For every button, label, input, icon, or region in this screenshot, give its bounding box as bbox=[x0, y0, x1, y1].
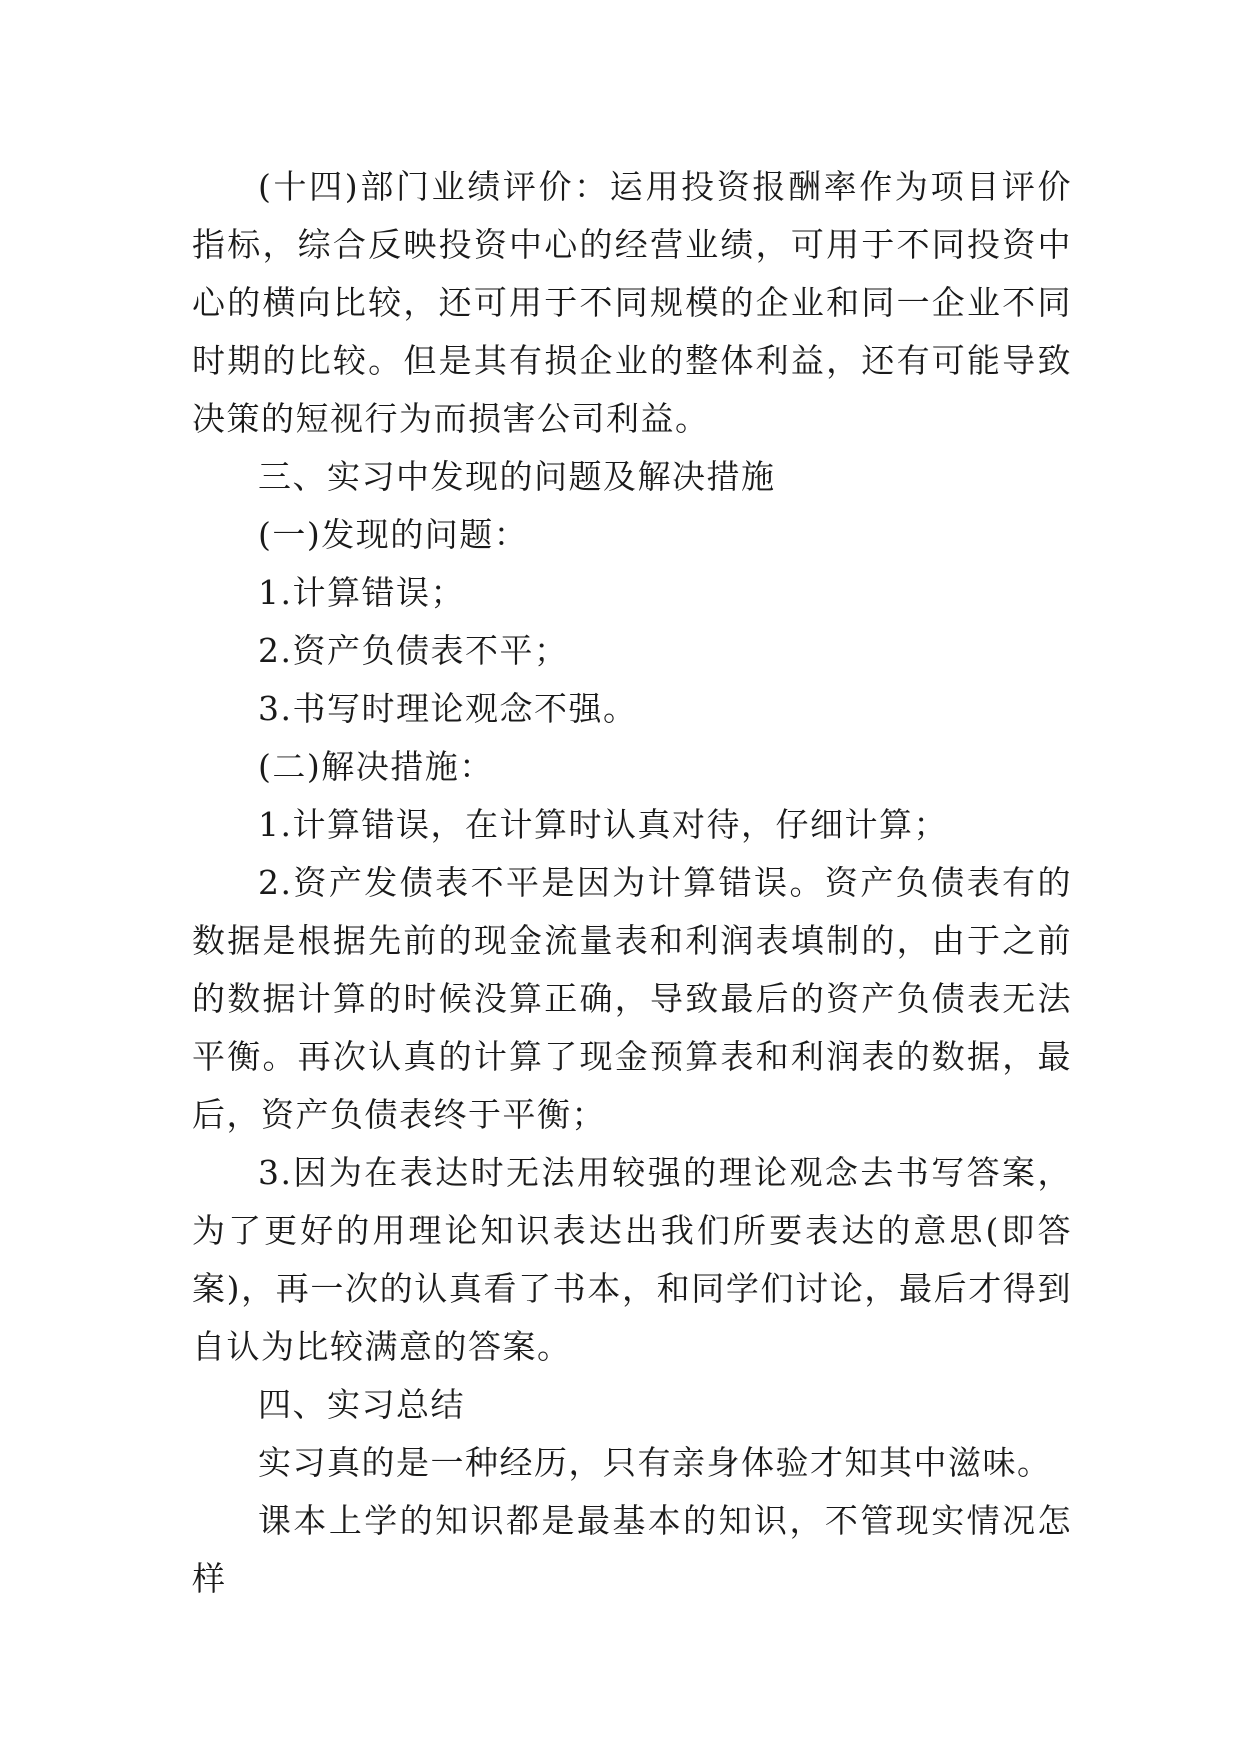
paragraph-summary-1: 实习真的是一种经历，只有亲身体验才知其中滋味。 bbox=[258, 1443, 1052, 1482]
subheading-solutions: (二)解决措施： bbox=[258, 747, 494, 786]
list-item-solution-3: 3.因为在表达时无法用较强的理论观念去书写答案，为了更好的用理论知识表达出我们所要表达的意思(即答案)，再一次的认真看了书本，和同学们讨论，最后才得到自认为比较满意的答案。 bbox=[192, 1153, 1072, 1366]
list-item-solution-1: 1.计算错误，在计算时认真对待，仔细计算； bbox=[258, 805, 948, 844]
section-heading-problems-solutions: 三、实习中发现的问题及解决措施 bbox=[258, 457, 776, 496]
paragraph-summary-2: 课本上学的知识都是最基本的知识，不管现实情况怎样 bbox=[192, 1501, 1072, 1598]
list-item-problem-3: 3.书写时理论观念不强。 bbox=[258, 689, 638, 728]
list-item-problem-1: 1.计算错误； bbox=[258, 573, 465, 612]
list-item-solution-2: 2.资产发债表不平是因为计算错误。资产负债表有的数据是根据先前的现金流量表和利润表填制的，由于之前的数据计算的时候没算正确，导致最后的资产负债表无法平衡。再次认真的计算了现金预算表和利润表的数据，最后，资产负债表终于平衡； bbox=[192, 863, 1072, 1134]
subheading-problems-found: (一)发现的问题： bbox=[258, 515, 529, 554]
document-body bbox=[192, 158, 1072, 1608]
list-item-problem-2: 2.资产负债表不平； bbox=[258, 631, 569, 670]
section-heading-summary: 四、实习总结 bbox=[258, 1385, 465, 1424]
paragraph-performance-evaluation: (十四)部门业绩评价：运用投资报酬率作为项目评价指标，综合反映投资中心的经营业绩，可用于不同投资中心的横向比较，还可用于不同规模的企业和同一企业不同时期的比较。但是其有损企业的整体利益，还有可能导致决策的短视行为而损害公司利益。 bbox=[192, 167, 1072, 438]
